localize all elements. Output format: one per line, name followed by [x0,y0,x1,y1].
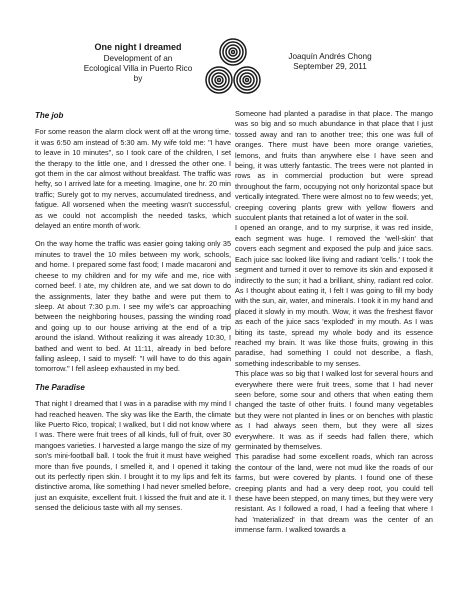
paragraph: For some reason the alarm clock went off at the wrong time, it was 6:50 am instead of 5:30 am. My wife told me: "I have to leave in 10 minutes", so I took care of the children, I set the therapy to the little one, and I dressed the other one. I got them in the car almost without breakfast. The traffic was hefty, so I arrived late for a meeting. Imagine, one hr. 20 min traffic; Surely got to my nerves, accumulated tiredness, and fatigue. All worsened when the meeting wasn't successful, as we could not accomplish the needed tasks, which delayed an entire month of work. [35,127,231,231]
subtitle-line-2: Ecological Villa in Puerto Rico [83,64,193,74]
document-title: One night I dreamed [94,42,182,52]
paragraph: On the way home the traffic was easier going taking only 35 minutes to travel the 10 miles between my work, schools, and home. I prepared some fast food; I made macaroni and cheese to my children and for my wife and me, rice with corned beef. I ate, my children ate, and we sat down to do the assignments, later they bathe and were put them to sleep. At about 7:30 p.m. I see my wife's car approaching between the neighboring houses, passing the winding road and going up to our house arriving at the end of a trip around the island. Without realizing it was already 10:30, I bathed and went to bed. At 11:11, already in bed before falling asleep, I said to myself: "I will have to do this again tomorrow." I fell asleep exhausted in my bed. [35,239,231,374]
author-block [266,52,394,72]
paragraph: I opened an orange, and to my surprise, it was red inside, each segment was huge. I removed the 'well-skin' that covers each segment and exposed the pulp and juice sacs. Each juice sac looked like living and radiant 'cells.' I took the segment and turned it over to remove its skin and exposed it indirectly to the sun; it had a brilliant, shiny, radiant red color. As I thought about eating it, I felt I was going to fill my body with the sun, air, water, and minerals. I took it in my hand and placed it slowly in my mouth. Wow, it was the freshest flavor as each of the juice sacs 'exploded' in my mouth. As I was biting its taste, spread my whole body and its essence reached my brain. It was like those fruits, growing in this paradise, had something I could not describe, a flash, something indescribable to my senses. [235,223,433,368]
subtitle-line-3: by [133,74,143,84]
title-block [74,42,202,85]
section-heading-paradise: The Paradise [35,382,85,392]
subtitle-line-1: Development of an [103,54,173,63]
document-date: September 29, 2011 [293,62,367,72]
left-column [35,111,231,514]
section-heading-job: The job [35,111,64,120]
paragraph: This paradise had some excellent roads, which ran across the contour of the land, were not mud like the roads of our farms, but were covered by plants. I found one of these creeping plants and had a very deep root, you could tell these have been stepped, on many times, but they were very resistant. As I followed a road, I had a feeling that where I had 'materialized' in that dream was the center of an immense farm. I walked towards a [235,452,433,535]
triple-spiral-icon [204,37,262,97]
paragraph: This place was so big that I walked lost for several hours and everywhere there were fruit trees, some that I had never seen before, some sour and others that when eating them changed the taste of other fruits. I found many vegetables but they were not planted in lines or on benches with plastic as I had always seen them, but they were all sizes everywhere. It was as if seeds had fallen there, which germinated by themselves. [235,369,433,451]
paragraph: Someone had planted a paradise in that place. The mango was so big and so much abundance in that place that I just tossed away and ran to another tree; this one was full of oranges. There must have been more orange varieties, lemons, and fruits than anywhere else I have seen and being, it was utterly fantastic. The trees were not planted in rows as in commercial production but were spread throughout the farm, occupying not only horizontal space but vertically integrated. There were almost no to few weeds; yet, creeping covering plants grew with yellow flowers and succulent plants that retained a lot of water in the soil. [235,109,433,223]
right-column [235,109,433,536]
author-name: Joaquín Andrés Chong [288,52,372,61]
paragraph: That night I dreamed that I was in a paradise with my mind I had reached heaven. The sky was like the Earth, the climate like Puerto Rico, tropical; I walked, but I did not know where I was. There were fruit trees of all kinds, full of fruit, over 30 mangoes varieties. I harvested a large mango the size of my son's mini-football ball. I took the fruit it must have weighed more than five pounds, I smelled it, and I opened it taking out its perfectly ripen skin. I brought it to my lips and felt its distinctive aroma, like something I had never smelled before, just an exquisite, excellent fruit. I kissed the fruit and ate it. I sensed the delicious taste with all my senses. [35,399,231,513]
